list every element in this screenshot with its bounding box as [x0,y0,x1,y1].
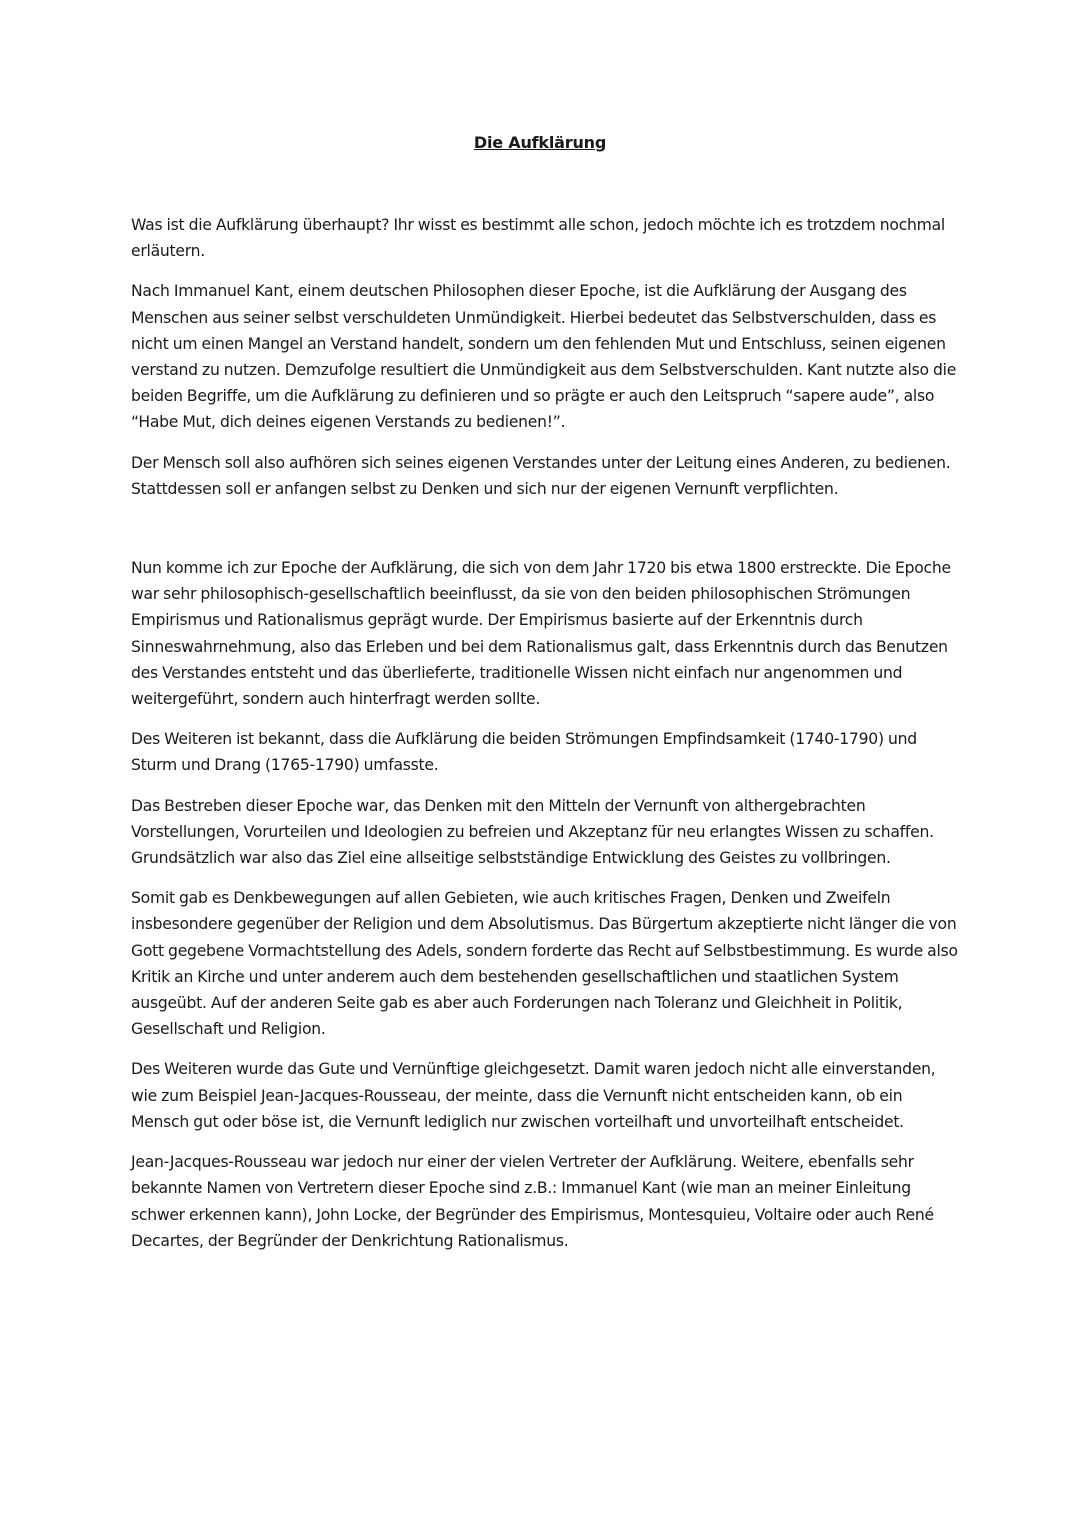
paragraph-stroemungen: Des Weiteren ist bekannt, dass die Aufklärung die beiden Strömungen Empfindsamkeit (1740-1790) und Sturm und Drang (1765-1790) umfasste. [131,730,917,775]
paragraph-denkbewegungen: Somit gab es Denkbewegungen auf allen Gebieten, wie auch kritisches Fragen, Denken und Zweifeln insbesondere gegenüber der Religion und dem Absolutismus. Das Bürgertum akzeptierte nicht länger die von Gott gegebene Vormachtstellung des Adels, sondern forderte das Recht auf Selbstbestimmung. Es wurde also Kritik an Kirche und unter anderem auch dem bestehenden gesellschaftlichen und staatlichen System ausgeübt. Auf der anderen Seite gab es aber auch Forderungen nach Toleranz und Gleichheit in Politik, Gesellschaft und Religion. [131,889,958,1039]
paragraph-intro: Was ist die Aufklärung überhaupt? Ihr wisst es bestimmt alle schon, jedoch möchte ich es trotzdem nochmal erläutern. [131,216,945,261]
paragraph-bestreben: Das Bestreben dieser Epoche war, das Denken mit den Mitteln der Vernunft von althergebrachten Vorstellungen, Vorurteilen und Ideologien zu befreien und Akzeptanz für neu erlangtes Wissen zu schaffen. Grundsätzlich war also das Ziel eine allseitige selbstständige Entwicklung des Geistes zu vollbringen. [131,796,934,868]
paragraph-kant: Nach Immanuel Kant, einem deutschen Philosophen dieser Epoche, ist die Aufklärung der Ausgang des Menschen aus seiner selbst verschuldeten Unmündigkeit. Hierbei bedeutet das Selbstverschulden, dass es nicht um einen Mangel an Verstand handelt, sondern um den fehlenden Mut und Entschluss, seinen eigenen verstand zu nutzen. Demzufolge resultiert die Unmündigkeit aus dem Selbstverschulden. Kant nutzte also die beiden Begriffe, um die Aufklärung zu definieren und so prägte er auch den Leitspruch “sapere aude”, also “Habe Mut, dich deines eigenen Verstands zu bedienen!”. [131,282,957,432]
paragraph-rousseau: Des Weiteren wurde das Gute und Vernünftige gleichgesetzt. Damit waren jedoch nicht alle einverstanden, wie zum Beispiel Jean-Jacques-Rousseau, der meinte, dass die Vernunft nicht entscheiden kann, ob ein Mensch gut oder böse ist, die Vernunft lediglich nur zwischen vorteilhaft und unvorteilhaft entscheidet. [131,1060,936,1131]
document-title: Die Aufklärung [473,133,607,152]
paragraph-vertreter: Jean-Jacques-Rousseau war jedoch nur einer der vielen Vertreter der Aufklärung. Weitere, ebenfalls sehr bekannte Namen von Vertretern dieser Epoche sind z.B.: Immanuel Kant (wie man an meiner Einleitung schwer erkennen kann), John Locke, der Begründer des Empirismus, Montesquieu, Voltaire oder auch René Decartes, der Begründer der Denkrichtung Rationalismus. [131,1153,934,1250]
paragraph-epoche: Nun komme ich zur Epoche der Aufklärung, die sich von dem Jahr 1720 bis etwa 1800 erstreckte. Die Epoche war sehr philosophisch-gesellschaftlich beeinflusst, da sie von den beiden philosophischen Strömungen Empirismus und Rationalismus geprägt wurde. Der Empirismus basierte auf der Erkenntnis durch Sinneswahrnehmung, also das Erleben und bei dem Rationalismus galt, dass Erkenntnis durch das Benutzen des Verstandes entsteht und das überlieferte, traditionelle Wissen nicht einfach nur angenommen und weitergeführt, sondern auch hinterfragt werden sollte. [131,559,951,709]
document-body [131,212,961,1254]
paragraph-mensch: Der Mensch soll also aufhören sich seines eigenen Verstandes unter der Leitung eines Anderen, zu bedienen. Stattdessen soll er anfangen selbst zu Denken und sich nur der eigenen Vernunft verpflichten. [131,453,951,498]
